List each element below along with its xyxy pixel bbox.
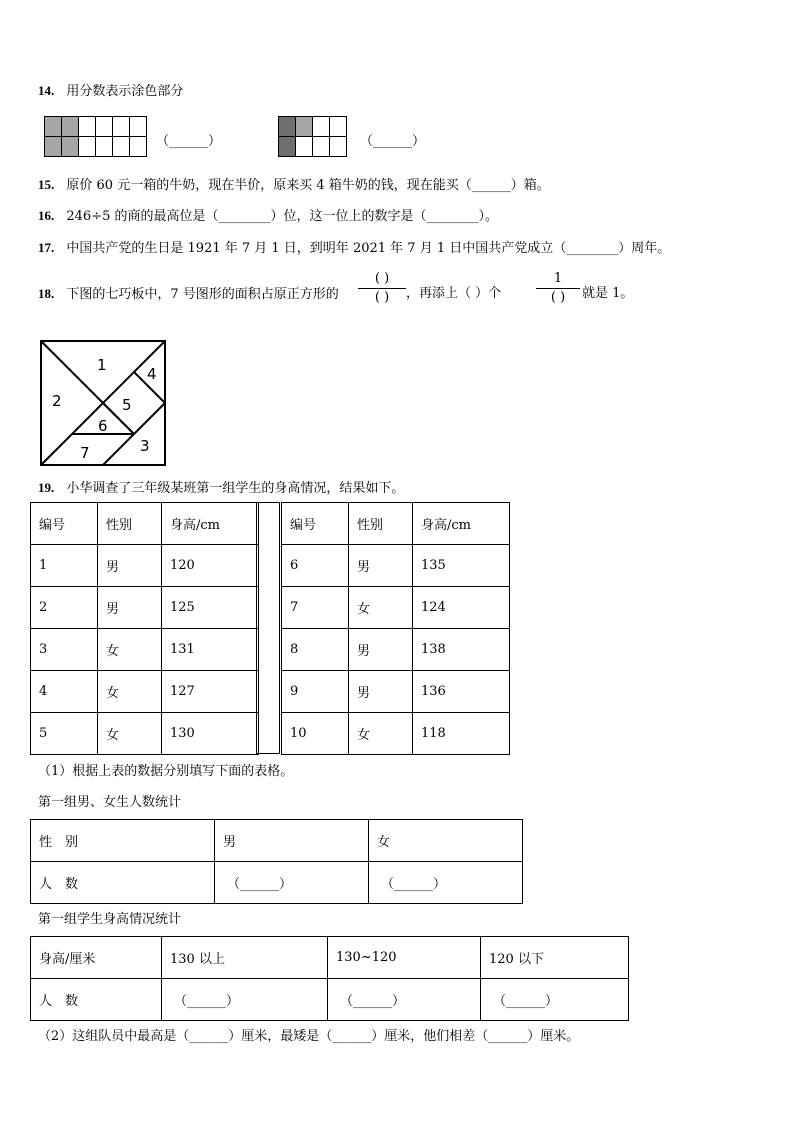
q18-text-a: 下图的七巧板中，7 号图形的面积占原正方形的	[66, 287, 339, 302]
table-row: 10 女 118	[282, 713, 510, 755]
t1-female-blank[interactable]: （______）	[369, 862, 523, 904]
t2-header-above: 130 以上	[162, 937, 328, 979]
gender-count-table	[30, 819, 523, 904]
tangram-label-4: 4	[147, 365, 157, 383]
q18-text-c: 就是 1。	[582, 286, 634, 301]
q18-fraction-1-top: ( )	[374, 271, 390, 286]
col-header-id-2: 编号	[282, 503, 349, 545]
height-table-right	[281, 502, 510, 755]
table-separator	[256, 502, 280, 754]
tangram-label-5: 5	[122, 396, 132, 414]
t2-row-label: 人 数	[31, 979, 162, 1021]
table-row: 3 女 131	[31, 629, 259, 671]
table2-title: 第一组学生身高情况统计	[38, 912, 182, 927]
t1-header-male: 男	[215, 820, 369, 862]
q19-part1: （1）根据上表的数据分别填写下面的表格。	[38, 764, 294, 779]
tangram-label-3: 3	[140, 437, 150, 455]
q18-fraction-1[interactable]	[358, 271, 406, 306]
t1-male-blank[interactable]: （______）	[215, 862, 369, 904]
col-header-gender-2: 性别	[349, 503, 413, 545]
q14-line	[38, 83, 183, 100]
table-row: 4 女 127	[31, 671, 259, 713]
t1-row-label: 人 数	[31, 862, 215, 904]
q19-number: 19.	[38, 480, 55, 495]
table-row: 5 女 130	[31, 713, 259, 755]
t2-header-below: 120 以下	[481, 937, 629, 979]
table1-title: 第一组男、女生人数统计	[38, 795, 182, 810]
q16-number: 16.	[38, 208, 55, 223]
table-row: 9 男 136	[282, 671, 510, 713]
col-header-gender: 性别	[98, 503, 162, 545]
table-row: 1 男 120	[31, 545, 259, 587]
fraction-grid-2	[278, 116, 347, 157]
t2-below-blank[interactable]: （______）	[481, 979, 629, 1021]
q19-part2: （2）这组队员中最高是（______）厘米，最矮是（______）厘米，他们相差（______）厘米。	[38, 1029, 580, 1044]
t1-header-female: 女	[369, 820, 523, 862]
t2-between-blank[interactable]: （______）	[328, 979, 481, 1021]
q16-line	[38, 208, 498, 225]
table-row: 8 男 138	[282, 629, 510, 671]
q14-number: 14.	[38, 83, 55, 98]
col-header-id: 编号	[31, 503, 98, 545]
tangram-label-7: 7	[80, 444, 90, 462]
q18-number: 18.	[38, 286, 55, 301]
t1-header-label: 性 别	[31, 820, 215, 862]
t2-above-blank[interactable]: （______）	[162, 979, 328, 1021]
q16-text: 246÷5 的商的最高位是（________）位，这一位上的数字是（________）。	[66, 209, 498, 224]
q14-blank-2[interactable]: （______）	[360, 134, 426, 149]
q17-text: 中国共产党的生日是 1921 年 7 月 1 日，到明年 2021 年 7 月 1 日中国共产党成立（________）周年。	[66, 241, 671, 256]
q18-fraction-2-top: 1	[553, 271, 563, 286]
tangram-label-6: 6	[98, 417, 108, 435]
q14-blank-1[interactable]: （______）	[156, 134, 222, 149]
fraction-grid-1	[44, 116, 147, 157]
table-row: 7 女 124	[282, 587, 510, 629]
q18-fraction-1-bottom: ( )	[374, 290, 390, 305]
tangram-label-2: 2	[52, 392, 62, 410]
height-range-table	[30, 936, 629, 1021]
q15-line	[38, 177, 550, 194]
q19-text: 小华调查了三年级某班第一组学生的身高情况，结果如下。	[66, 481, 405, 496]
col-header-height: 身高/cm	[162, 503, 259, 545]
table-row: 2 男 125	[31, 587, 259, 629]
tangram-label-1: 1	[97, 356, 107, 374]
q18-fraction-2-bottom: ( )	[550, 290, 566, 305]
t2-header-label: 身高/厘米	[31, 937, 162, 979]
q17-number: 17.	[38, 240, 55, 255]
height-table-left	[30, 502, 259, 755]
t2-header-between: 130~120	[328, 937, 481, 979]
tangram-figure	[40, 340, 166, 466]
q19-line	[38, 480, 404, 497]
table-row: 6 男 135	[282, 545, 510, 587]
col-header-height-2: 身高/cm	[413, 503, 510, 545]
q18-fraction-2[interactable]	[536, 271, 580, 306]
q14-text: 用分数表示涂色部分	[66, 84, 184, 99]
q18-line-a	[38, 286, 339, 303]
q15-number: 15.	[38, 177, 55, 192]
q17-line	[38, 240, 670, 257]
q18-text-b: ，再添上（ ）个	[406, 286, 502, 301]
q15-text: 原价 60 元一箱的牛奶，现在半价，原来买 4 箱牛奶的钱，现在能买（______）箱。	[66, 178, 550, 193]
